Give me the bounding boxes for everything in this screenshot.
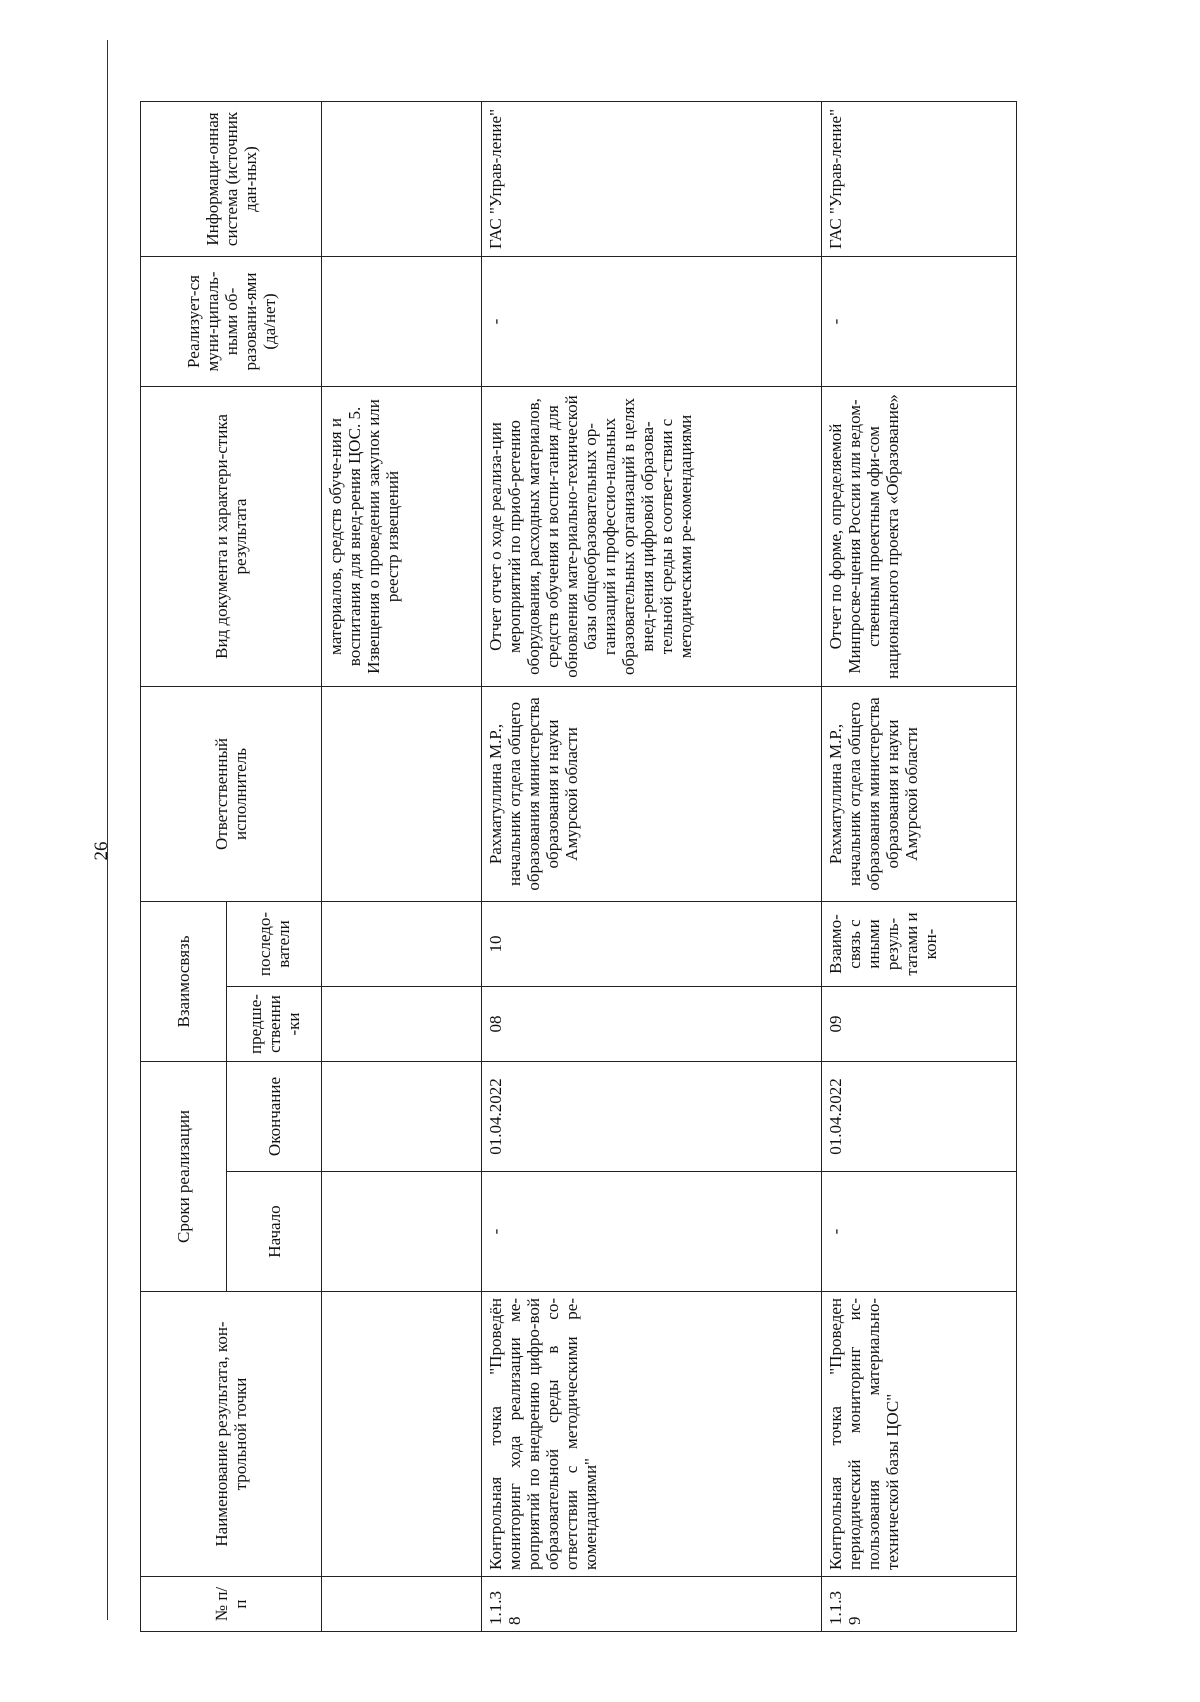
header-num: № п/п <box>141 1577 322 1632</box>
cell-doc-type: Отчет по форме, определяемой Минпросве-щения России или ведом-ственным проектным офи-сом национального проекта «Образование» <box>822 386 1017 686</box>
cell-start: - <box>822 1172 1017 1292</box>
header-successors: последо-ватели <box>227 901 322 986</box>
cell-municipal: - <box>822 256 1017 386</box>
cell-end: 01.04.2022 <box>482 1062 822 1172</box>
cell-num: 1.1.38 <box>482 1577 822 1632</box>
header-start: Начало <box>227 1172 322 1292</box>
header-responsible: Ответственный исполнитель <box>141 686 322 901</box>
cell-municipal: - <box>482 256 822 386</box>
cell-successors: 10 <box>482 901 822 986</box>
cell-name: Контрольная точка "Проведен периодический мониторинг ис-пользования материально-технической базы ЦОС" <box>822 1292 1017 1577</box>
header-name: Наименование результата, кон-трольной точки <box>141 1292 322 1577</box>
cell-end <box>322 1062 482 1172</box>
cell-info-system <box>322 101 482 256</box>
cell-num: 1.1.39 <box>822 1577 1017 1632</box>
header-doc-type: Вид документа и характери-стика результата <box>141 386 322 686</box>
table-row <box>482 101 822 1631</box>
table-row <box>822 101 1017 1631</box>
cell-name <box>322 1292 482 1577</box>
table-header-row <box>141 101 227 1631</box>
margin-rule <box>107 40 108 1620</box>
header-info-system: Информаци-онная система (источник дан-ных) <box>141 101 322 256</box>
header-relation: Взаимосвязь <box>141 901 227 1061</box>
cell-predecessors: 09 <box>822 987 1017 1062</box>
cell-name: Контрольная точка "Проведён мониторинг хода реализации ме-роприятий по внедрению цифро-вой образовательной среды в со-ответствии с методическими ре-комендациями" <box>482 1292 822 1577</box>
cell-doc-type: материалов, средств обуче-ния и воспитания для внед-рения ЦОС. 5. Извещения о проведении закупок или реестр извещений <box>322 386 482 686</box>
header-end: Окончание <box>227 1062 322 1172</box>
cell-doc-type: Отчет отчет о ходе реализа-ции мероприятий по приоб-ретению оборудования, расходных материалов, средств обучения и воспи-тания для обновления мате-риально-технической базы общеобразовательных ор-ганизаций и профессио-нальных образовательных организаций в целях внед-рения цифровой образова-тельной среды в соответ-ствии с методическими ре-комендациями <box>482 386 822 686</box>
cell-responsible: Рахматуллина М.Р., начальник отдела общего образования министерства образования и науки Амурской области <box>482 686 822 901</box>
cell-successors <box>322 901 482 986</box>
header-terms: Сроки реализации <box>141 1062 227 1292</box>
results-table <box>140 101 1017 1632</box>
cell-successors: Взаимо-связь с иными резуль-татами и кон- <box>822 901 1017 986</box>
cell-responsible <box>322 686 482 901</box>
cell-municipal <box>322 256 482 386</box>
header-predecessors: предше-ственни-ки <box>227 987 322 1062</box>
header-municipal: Реализует-ся муни-ципаль-ными об-разовани-ями (да/нет) <box>141 256 322 386</box>
cell-predecessors <box>322 987 482 1062</box>
cell-info-system: ГАС "Управ-ление" <box>482 101 822 256</box>
page-number: 26 <box>91 841 112 861</box>
cell-info-system: ГАС "Управ-ление" <box>822 101 1017 256</box>
cell-start: - <box>482 1172 822 1292</box>
cell-start <box>322 1172 482 1292</box>
cell-end: 01.04.2022 <box>822 1062 1017 1172</box>
table-row <box>322 101 482 1631</box>
cell-num <box>322 1577 482 1632</box>
cell-predecessors: 08 <box>482 987 822 1062</box>
cell-responsible: Рахматуллина М.Р., начальник отдела общего образования министерства образования и науки Амурской области <box>822 686 1017 901</box>
